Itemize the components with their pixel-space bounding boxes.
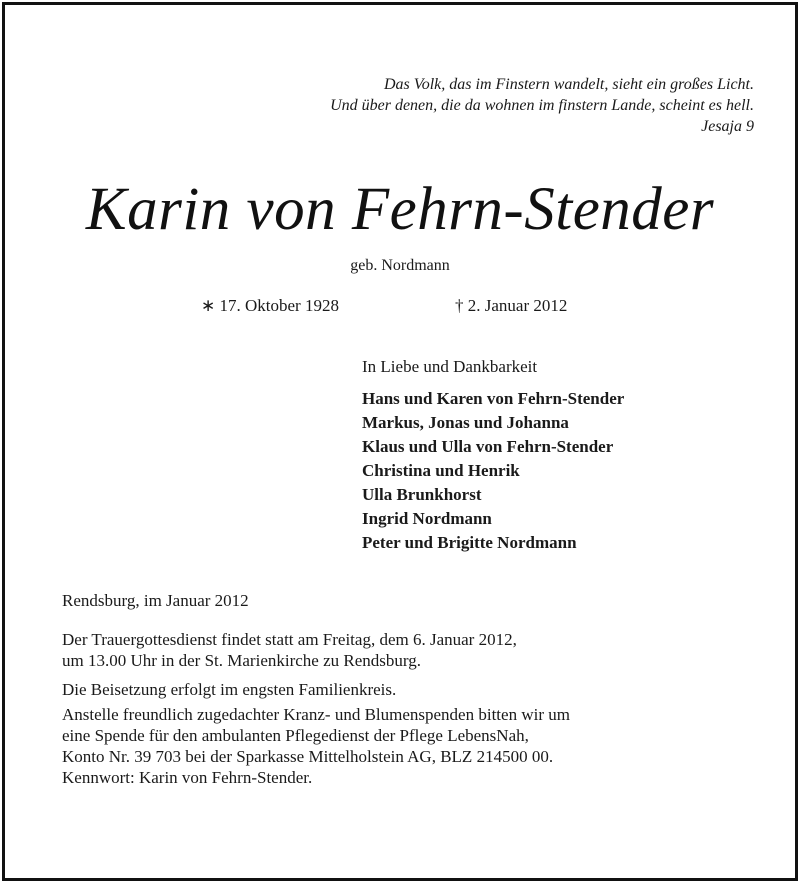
donation-line: Anstelle freundlich zugedachter Kranz- und Blumenspenden bitten wir um [62,705,570,724]
mourner-name: Klaus und Ulla von Fehrn-Stender [362,437,614,456]
donation-info [62,704,762,788]
funeral-service-info [62,629,762,671]
mourner-name: Ulla Brunkhorst [362,485,482,504]
quote-source: Jesaja 9 [701,118,754,135]
service-line: um 13.00 Uhr in der St. Marienkirche zu Rendsburg. [62,651,421,670]
mourner-name: Peter und Brigitte Nordmann [362,533,577,552]
mourners-intro: In Liebe und Dankbarkeit [362,357,538,376]
deceased-name: Karin von Fehrn-Stender [85,176,715,243]
birth-name: geb. Nordmann [350,257,450,274]
mourner-name: Markus, Jonas und Johanna [362,413,569,432]
donation-line: Konto Nr. 39 703 bei der Sparkasse Mittelholstein AG, BLZ 214500 00. [62,747,554,766]
mourner-name: Christina und Henrik [362,461,520,480]
mourner-name: Hans und Karen von Fehrn-Stender [362,389,625,408]
notice-body [62,590,762,788]
death-date: † 2. Januar 2012 [455,296,568,315]
mourners-block [362,357,624,555]
service-line: Der Trauergottesdienst findet statt am Freitag, dem 6. Januar 2012, [62,630,517,649]
bible-quote [330,74,754,137]
donation-line: eine Spende für den ambulanten Pflegedienst der Pflege LebensNah, [62,726,529,745]
donation-keyword: Kennwort: Karin von Fehrn-Stender. [62,768,313,787]
burial-info: Die Beisetzung erfolgt im engsten Familienkreis. [62,680,397,699]
birth-date: ∗ 17. Oktober 1928 [201,296,339,315]
quote-line-2: Und über denen, die da wohnen im finstern Lande, scheint es hell. [330,97,754,114]
mourner-name: Ingrid Nordmann [362,509,492,528]
place-date: Rendsburg, im Januar 2012 [62,591,249,610]
quote-line-1: Das Volk, das im Finstern wandelt, sieht ein großes Licht. [383,76,754,93]
